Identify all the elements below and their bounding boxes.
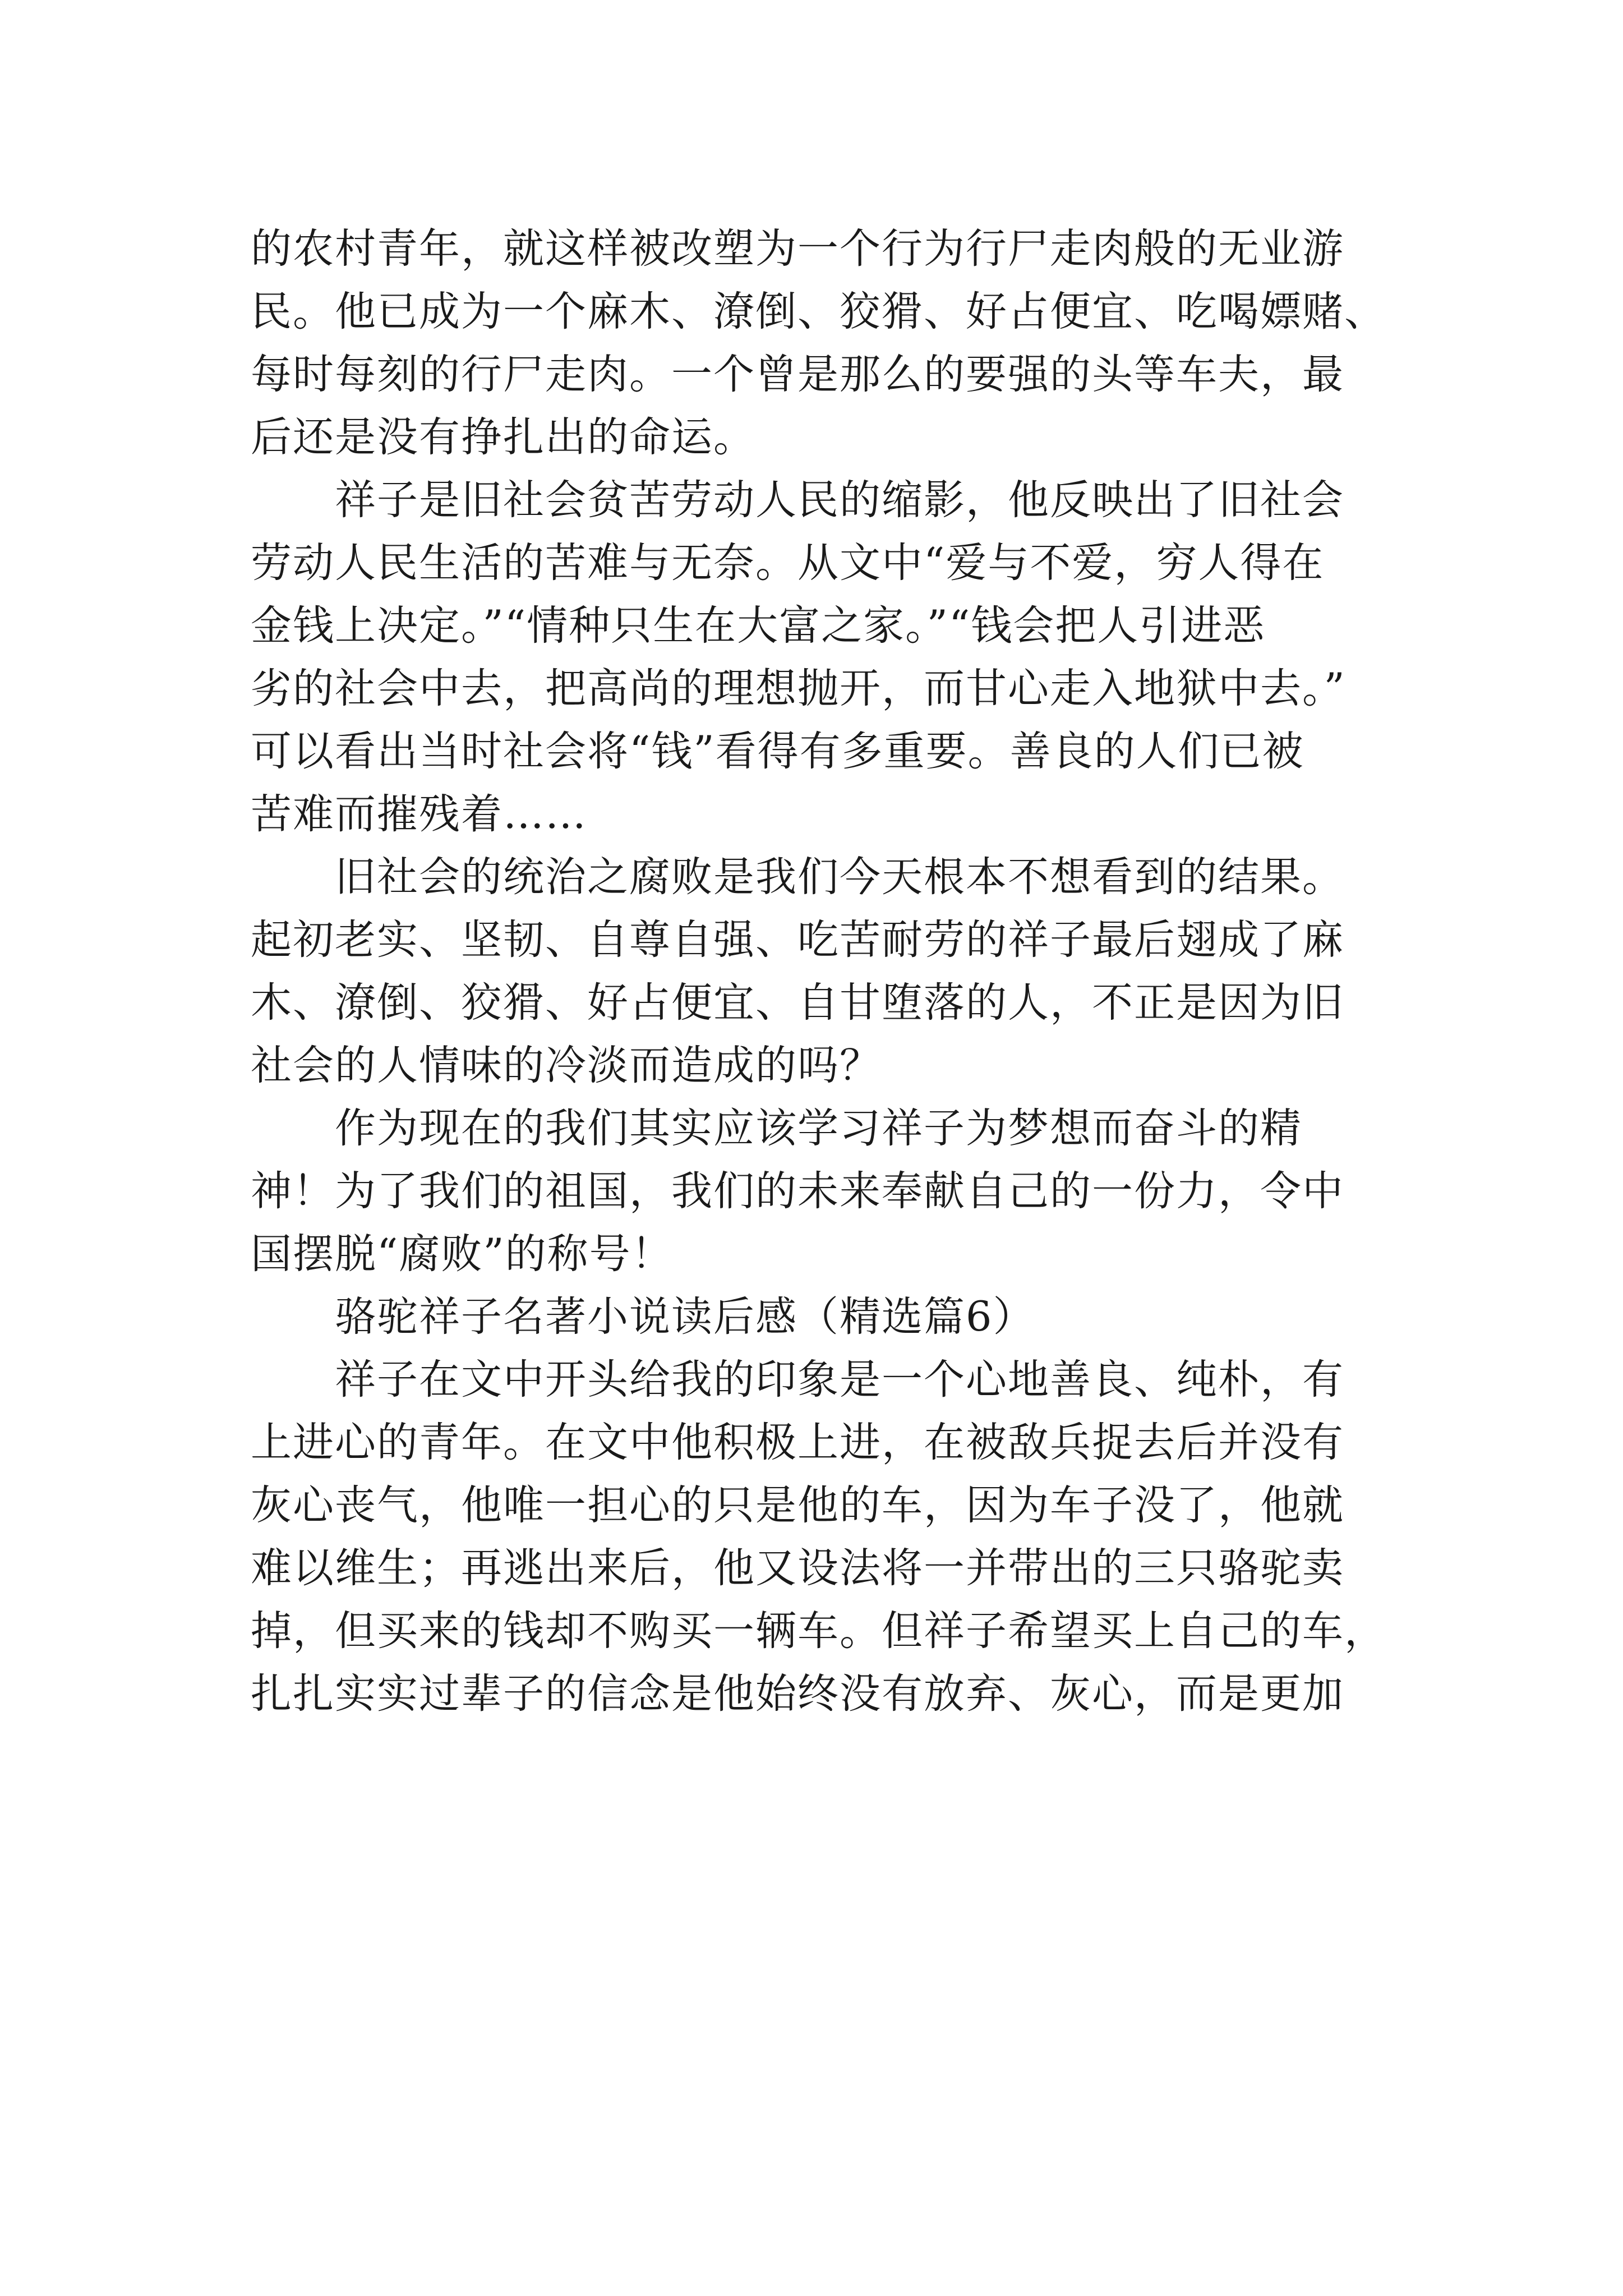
text-line: 木、潦倒、狡猾、好占便宜、自甘堕落的人，不正是因为旧: [251, 979, 1344, 1027]
paragraph-first-line: 作为现在的我们其实应该学习祥子为梦想而奋斗的精: [335, 1105, 1302, 1152]
text-line: 劣的社会中去，把高尚的理想抛开，而甘心走入地狱中去。”: [251, 665, 1346, 712]
body-text: [251, 218, 1386, 1726]
text-line: 灰心丧气，他唯一担心的只是他的车，因为车子没了，他就: [251, 1481, 1344, 1529]
text-line: 神！为了我们的祖国，我们的未来奉献自己的一份力，令中: [251, 1167, 1344, 1215]
text-line: 苦难而摧残着……: [251, 790, 587, 838]
text-line: 扎扎实实过辈子的信念是他始终没有放弃、灰心，而是更加: [251, 1670, 1344, 1718]
text-line: 社会的人情味的冷淡而造成的吗？: [251, 1042, 882, 1089]
text-line: 难以维生；再逃出来后，他又设法将一并带出的三只骆驼卖: [251, 1544, 1344, 1592]
text-line: 可以看出当时社会将“钱”看得有多重要。善良的人们已被: [251, 728, 1304, 775]
paragraph-first-line: 旧社会的统治之腐败是我们今天根本不想看到的结果。: [335, 853, 1344, 901]
text-line: 上进心的青年。在文中他积极上进，在被敌兵捉去后并没有: [251, 1419, 1344, 1466]
text-line: 的农村青年，就这样被改塑为一个行为行尸走肉般的无业游: [251, 225, 1344, 273]
text-line: 劳动人民生活的苦难与无奈。从文中“爱与不爱，穷人得在: [251, 539, 1325, 587]
text-line: 每时每刻的行尸走肉。一个曾是那么的要强的头等车夫，最: [251, 351, 1344, 398]
section-heading: 骆驼祥子名著小说读后感（精选篇6）: [335, 1293, 1035, 1341]
paragraph-first-line: 祥子在文中开头给我的印象是一个心地善良、纯朴，有: [335, 1356, 1344, 1404]
text-line: 金钱上决定。”“情种只生在大富之家。”“钱会把人引进恶: [251, 602, 1266, 650]
text-line: 民。他已成为一个麻木、潦倒、狡猾、好占便宜、吃喝嫖赌、: [251, 288, 1386, 335]
text-line: 国摆脱“腐败”的称号！: [251, 1230, 674, 1278]
text-line: 起初老实、坚韧、自尊自强、吃苦耐劳的祥子最后翅成了麻: [251, 916, 1344, 964]
text-line: 后还是没有挣扎出的命运。: [251, 413, 755, 461]
paragraph-first-line: 祥子是旧社会贫苦劳动人民的缩影，他反映出了旧社会: [335, 476, 1344, 524]
text-line: 掉，但买来的钱却不购买一辆车。但祥子希望买上自己的车，: [251, 1607, 1386, 1655]
